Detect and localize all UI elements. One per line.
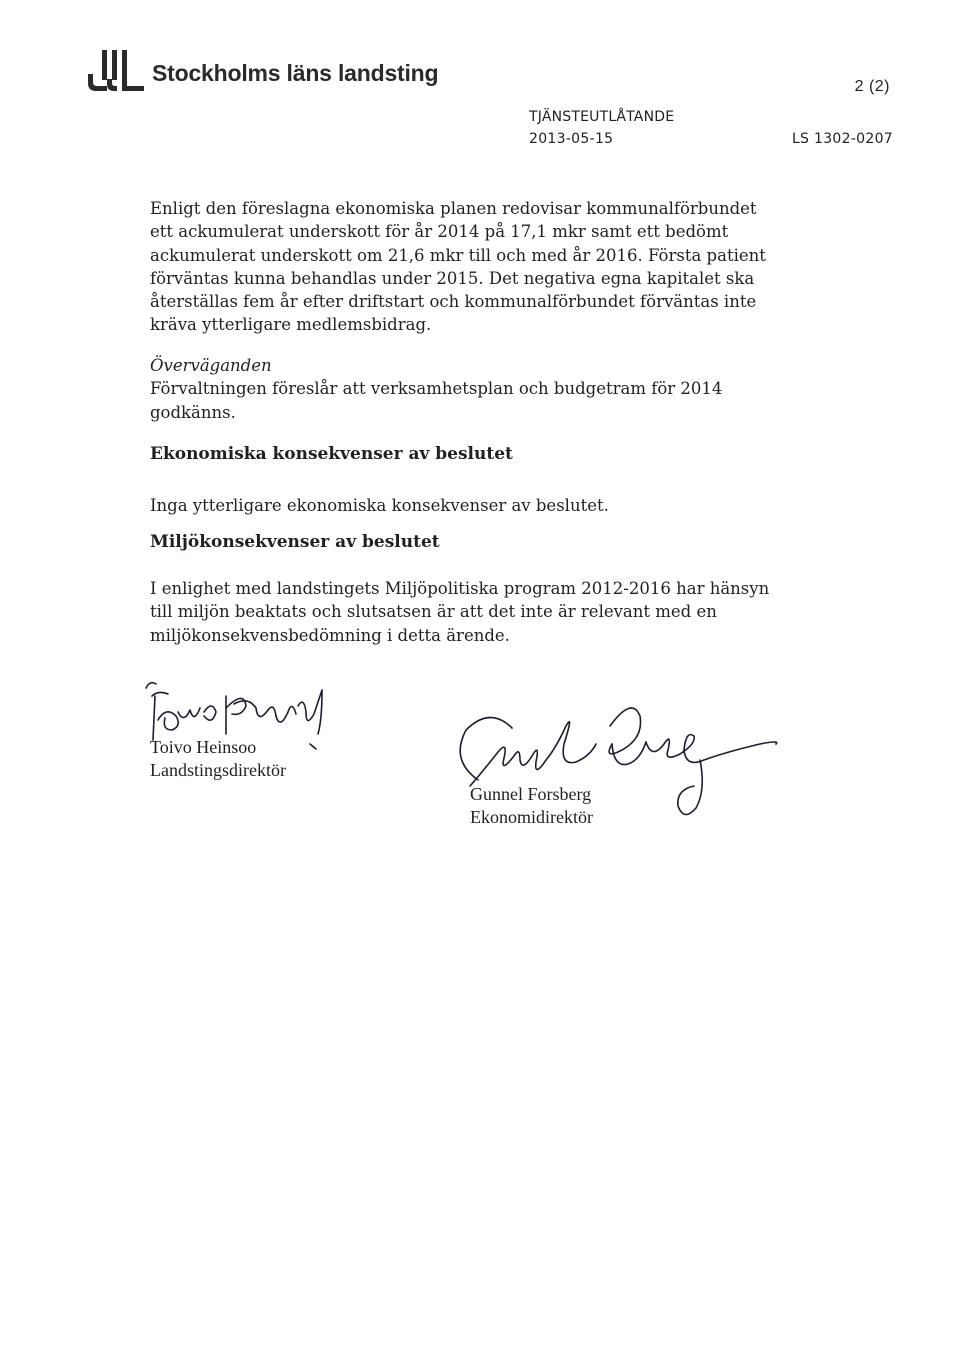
document-date: 2013-05-15: [529, 131, 614, 147]
signatory-1: [150, 736, 286, 782]
signatory-2-title: Ekonomidirektör: [470, 807, 593, 827]
sll-logo-icon: [88, 46, 146, 92]
economic-consequences-text: Inga ytterligare ekonomiska konsekvenser av beslutet.: [150, 496, 609, 515]
signatory-2: [470, 783, 593, 829]
signatory-1-title: Landstingsdirektör: [150, 760, 286, 780]
document-type: TJÄNSTEUTLÅTANDE: [529, 109, 675, 125]
economic-plan-paragraph: Enligt den föreslagna ekonomiska planen redovisar kommunalförbundet ett ackumulerat underskott för år 2014 på 17,1 mkr samt ett bedömt ackumulerat underskott om 21,6 mkr till och med år 2016. Första patient förväntas kunna behandlas under 2015. Det negativa egna kapitalet ska återställas fem år efter driftstart och kommunalförbundet förväntas inte kräva ytterligare medlemsbidrag.: [150, 199, 766, 335]
signatory-1-name: Toivo Heinsoo: [150, 737, 257, 757]
signatory-2-name: Gunnel Forsberg: [470, 784, 592, 804]
considerations-section: [150, 354, 770, 424]
document-reference: LS 1302-0207: [791, 131, 893, 147]
environmental-consequences-heading: Miljökonsekvenser av beslutet: [150, 532, 440, 552]
organization-name: Stockholms läns landsting: [152, 59, 439, 86]
considerations-heading: Överväganden: [150, 356, 272, 375]
environmental-consequences-text: I enlighet med landstingets Miljöpolitiska program 2012-2016 har hänsyn till miljön beaktats och slutsatsen är att det inte är relevant med en miljökonsekvensbedömning i detta ärende.: [150, 579, 770, 645]
considerations-text: Förvaltningen föreslår att verksamhetsplan och budgetram för 2014 godkänns.: [150, 379, 723, 422]
page-number: 2 (2): [854, 78, 890, 95]
organization-logo: [88, 44, 438, 94]
economic-consequences-heading: Ekonomiska konsekvenser av beslutet: [150, 444, 513, 464]
